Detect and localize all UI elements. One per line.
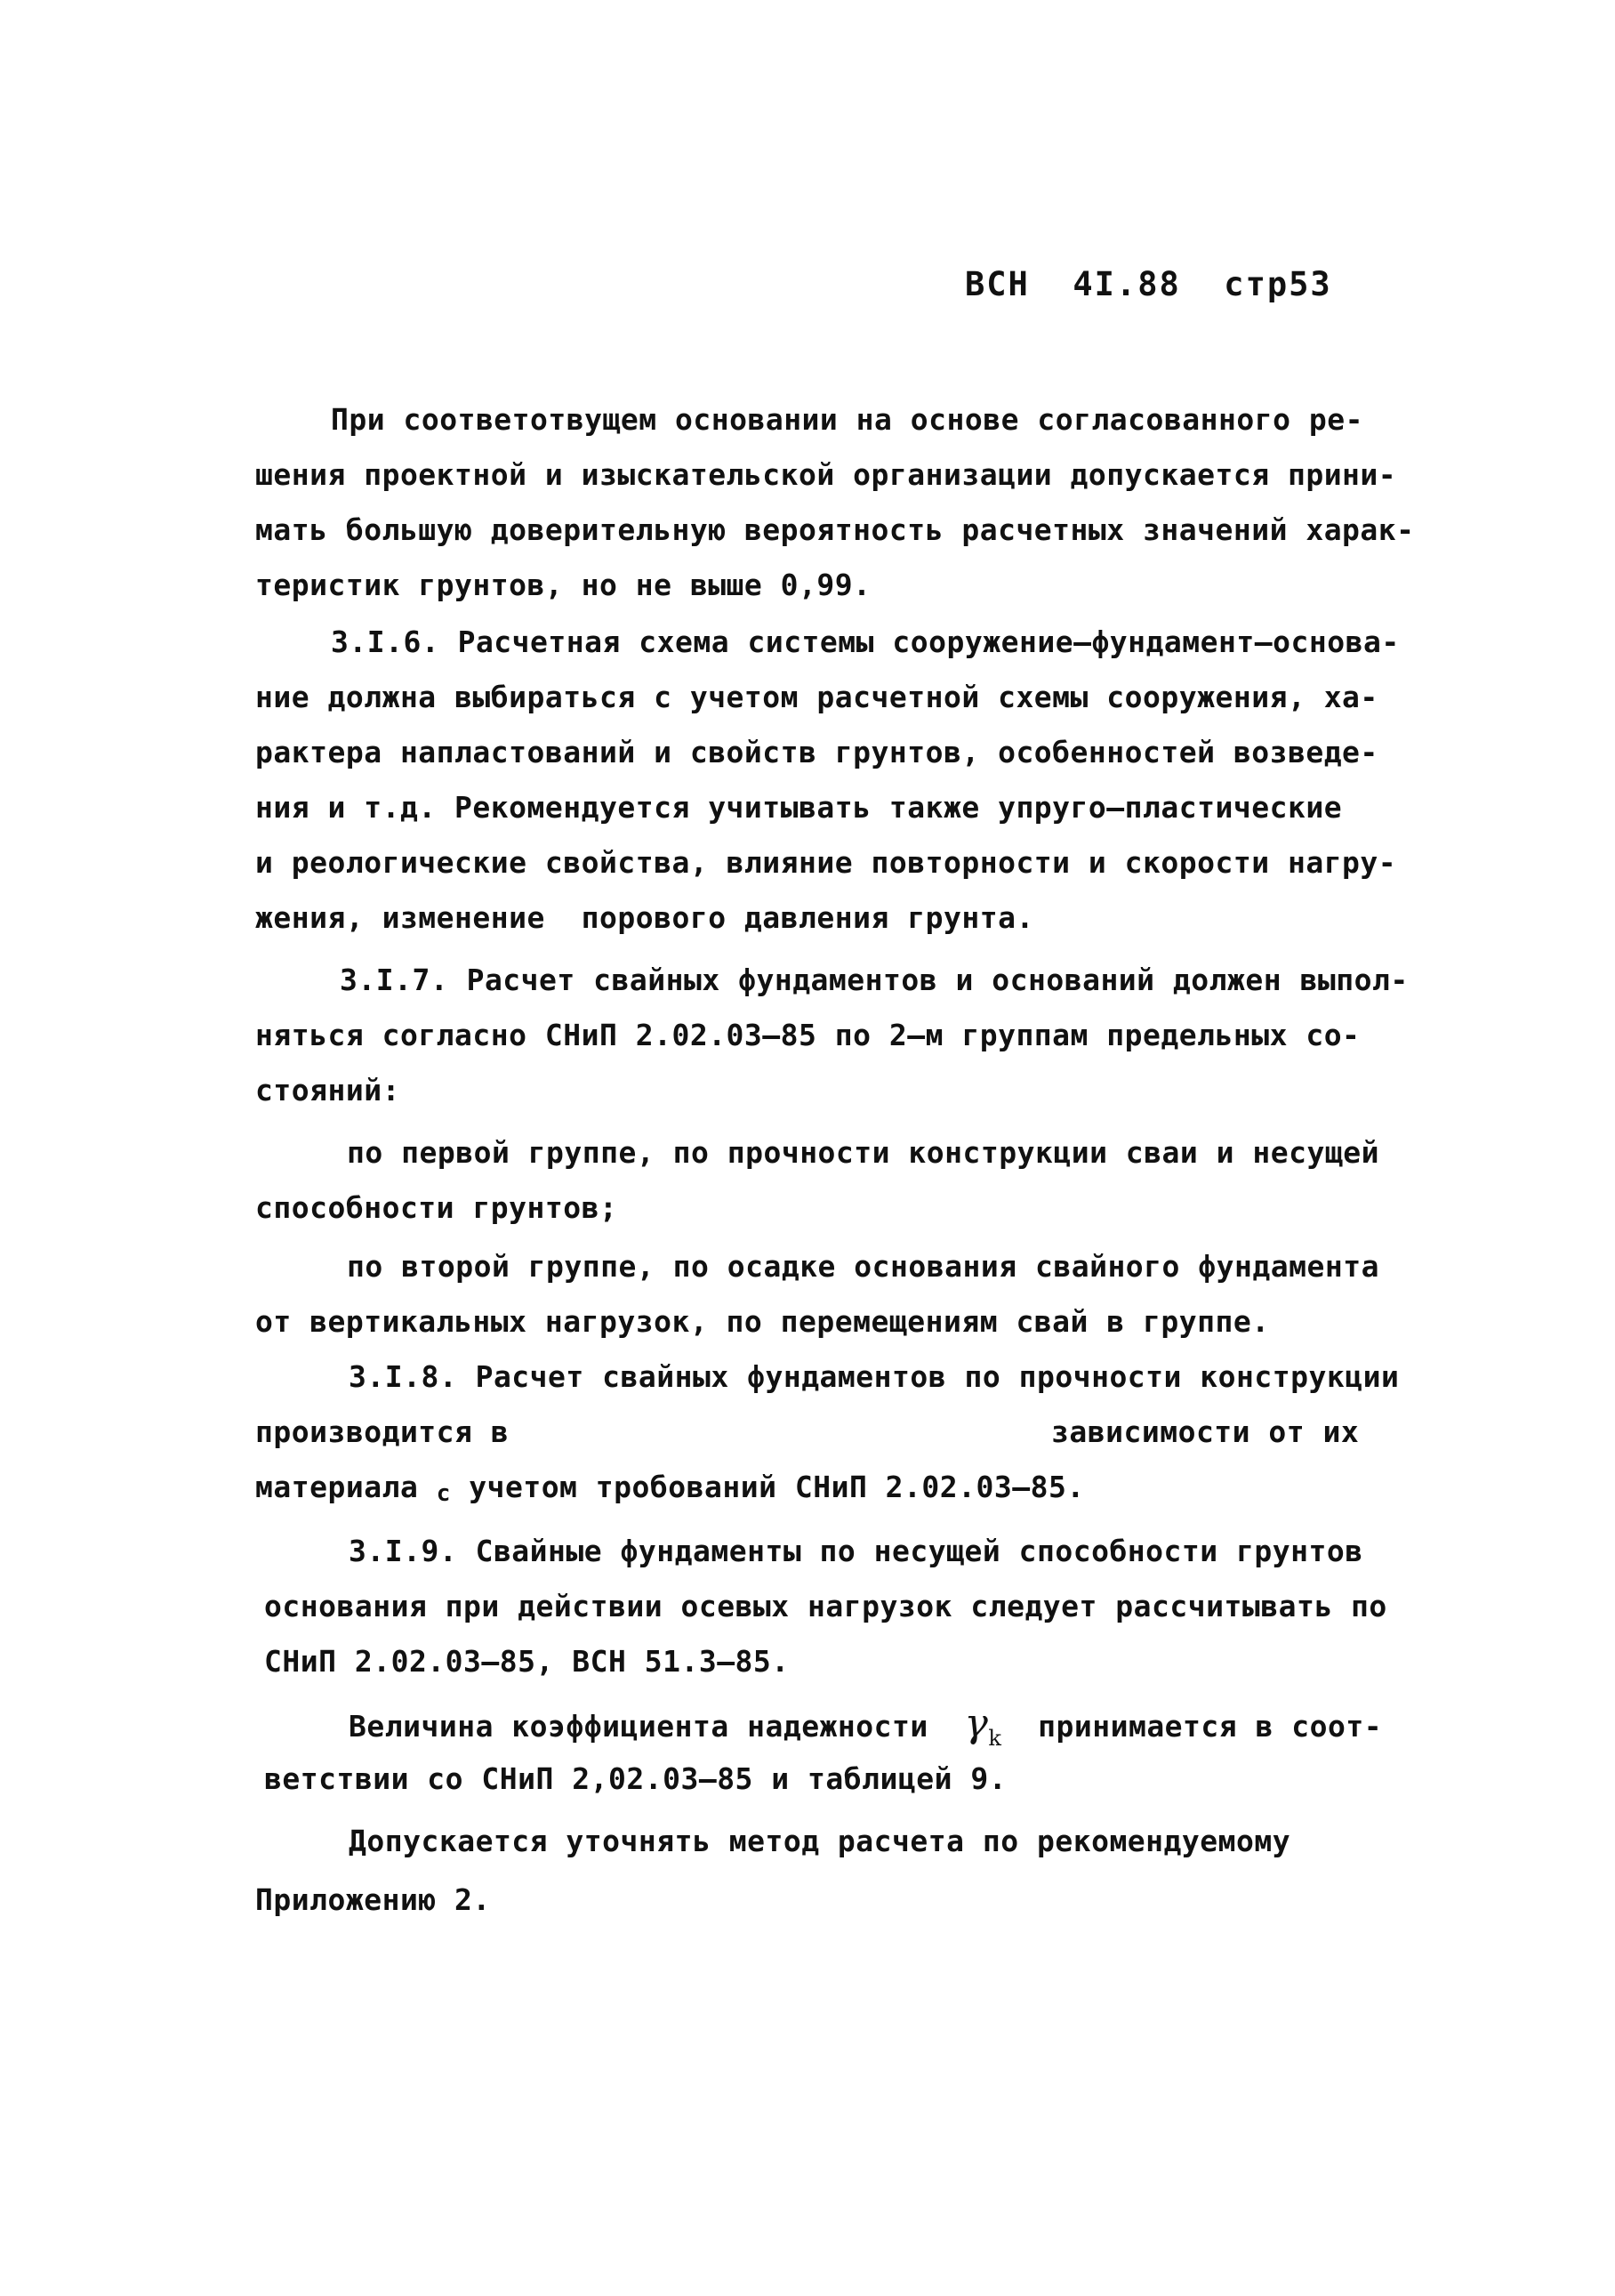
text-line: способности грунтов; bbox=[255, 1190, 618, 1225]
text-line: стояний: bbox=[255, 1073, 400, 1108]
text-line: по второй группе, по осадке основания свайного фундамента bbox=[347, 1249, 1379, 1284]
gamma-base: γ bbox=[964, 1701, 989, 1746]
text-fragment: материала bbox=[255, 1470, 419, 1504]
text-line: рактера напластований и свойств грунтов, особенностей возведе- bbox=[255, 735, 1378, 769]
text-line: зависимости от их bbox=[1051, 1414, 1360, 1449]
text-line: основания при действии осевых нагрузок следует рассчитывать по bbox=[264, 1589, 1387, 1623]
text-line: ния и т.д. Рекомендуется учитывать также упруго–пластические bbox=[255, 790, 1343, 825]
text-fragment: принимается в соот- bbox=[1038, 1709, 1383, 1744]
text-line: жения, изменение порового давления грунта. bbox=[255, 900, 1034, 935]
text-line: шения проектной и изыскательской организации допускается прини- bbox=[255, 457, 1397, 492]
text-line: 3.I.8. Расчет свайных фундаментов по прочности конструкции bbox=[349, 1359, 1400, 1394]
text-line: Приложению 2. bbox=[255, 1882, 491, 1917]
text-line: мать большую доверительную вероятность расчетных значений харак- bbox=[255, 512, 1415, 547]
text-line bbox=[255, 1470, 1085, 1508]
text-line: Допускается уточнять метод расчета по рекомендуемому bbox=[349, 1824, 1291, 1858]
text-line bbox=[349, 1701, 1383, 1756]
text-line: ветствии со СНиП 2,02.03–85 и таблицей 9. bbox=[264, 1761, 1008, 1796]
text-line: 3.I.7. Расчет свайных фундаментов и оснований должен выпол- bbox=[340, 963, 1409, 997]
gamma-subscript: k bbox=[988, 1725, 1002, 1751]
text-line: производится в bbox=[255, 1414, 510, 1449]
text-line: от вертикальных нагрузок, по перемещениям свай в группе. bbox=[255, 1304, 1270, 1339]
text-fragment: учетом тробований СНиП 2.02.03–85. bbox=[469, 1470, 1085, 1504]
text-line: ние должна выбираться с учетом расчетной схемы сооружения, ха- bbox=[255, 680, 1378, 714]
text-line: по первой группе, по прочности конструкции сваи и несущей bbox=[347, 1135, 1379, 1170]
text-line: и реологические свойства, влияние повторности и скорости нагру- bbox=[255, 845, 1397, 880]
text-line: 3.I.9. Свайные фундаменты по несущей способности грунтов bbox=[349, 1534, 1363, 1568]
text-line: СНиП 2.02.03–85, ВСН 51.3–85. bbox=[264, 1644, 790, 1679]
text-line: теристик грунтов, но не выше 0,99. bbox=[255, 568, 872, 602]
text-line: 3.I.6. Расчетная схема системы сооружение–фундамент–основа- bbox=[331, 624, 1400, 659]
gamma-symbol bbox=[964, 1701, 1002, 1751]
page-header: ВСН 4I.88 стр53 bbox=[965, 265, 1332, 303]
text-fragment: Величина коэффициента надежности bbox=[349, 1709, 928, 1744]
text-line: няться согласно СНиП 2.02.03–85 по 2–м группам предельных со- bbox=[255, 1018, 1361, 1052]
text-line: При соответотвущем основании на основе согласованного ре- bbox=[331, 402, 1363, 437]
text-fragment: с bbox=[436, 1480, 451, 1507]
